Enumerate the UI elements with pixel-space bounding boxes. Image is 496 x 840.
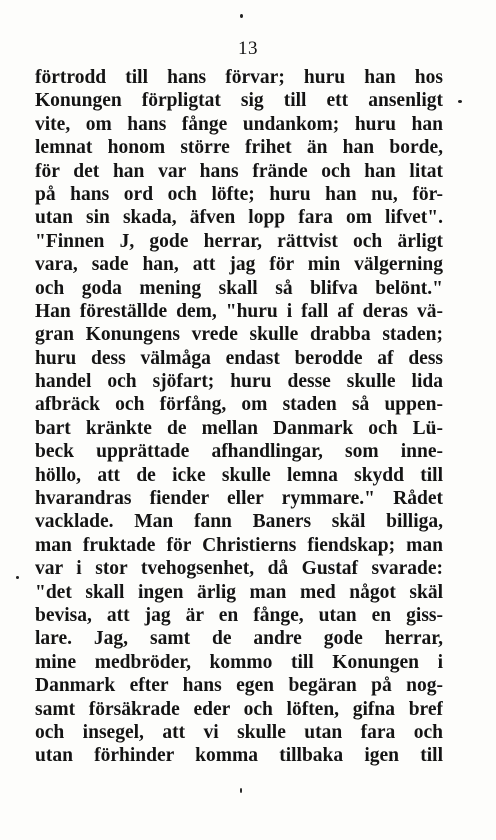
text-line: på hans ord och löfte; huru han nu, för- <box>35 183 443 205</box>
text-line: afbräck och förfång, om staden så uppen- <box>35 394 443 416</box>
text-line: hvarandras fiender eller rymmare." Rådet <box>35 488 443 510</box>
text-line: utan förhinder komma tillbaka igen till <box>35 745 443 767</box>
text-line: och insegel, att vi skulle utan fara och <box>35 721 443 743</box>
body-text <box>35 66 443 768</box>
text-line: vara, sade han, att jag för min välgerning <box>35 254 443 276</box>
text-line: samt försäkrade eder och löften, gifna bref <box>35 698 443 720</box>
text-line: Konungen förpligtat sig till ett ansenligt <box>35 90 443 112</box>
text-line: beck upprättade afhandlingar, som inne- <box>35 441 443 463</box>
text-line: och goda mening skall så blifva belönt." <box>35 277 443 299</box>
text-line: utan sin skada, äfven lopp fara om lifvet". <box>35 207 443 229</box>
page-number: 13 <box>238 38 258 59</box>
text-line: lare. Jag, samt de andre gode herrar, <box>35 628 443 650</box>
text-line: förtrodd till hans förvar; huru han hos <box>35 67 443 88</box>
text-line: bevisa, att jag är en fånge, utan en giss- <box>35 604 443 626</box>
text-line: "Finnen J, gode herrar, rättvist och ärligt <box>35 230 443 252</box>
ink-speck <box>458 100 462 103</box>
text-line: bart kränkte de mellan Danmark och Lü- <box>35 417 443 439</box>
text-line: lemnat honom större frihet än han borde, <box>35 137 443 159</box>
text-line: Han föreställde dem, "huru i fall af deras vä- <box>35 300 443 322</box>
text-line: huru dess välmåga endast berodde af dess <box>35 347 443 369</box>
text-line: för det han var hans frände och han litat <box>35 160 443 182</box>
text-line: vacklade. Man fann Baners skäl billiga, <box>35 511 443 533</box>
text-line: gran Konungens vrede skulle drabba staden; <box>35 324 443 346</box>
text-line: Danmark efter hans egen begäran på nog- <box>35 675 443 697</box>
ink-speck <box>16 576 19 579</box>
ink-speck <box>240 788 242 793</box>
text-line: handel och sjöfart; huru desse skulle lida <box>35 371 443 393</box>
text-line: höllo, att de icke skulle lemna skydd till <box>35 464 443 486</box>
text-line: var i stor tvehogsenhet, då Gustaf svarade: <box>35 558 443 580</box>
text-line: man fruktade för Christierns fiendskap; man <box>35 534 443 556</box>
text-line: vite, om hans fånge undankom; huru han <box>35 113 443 135</box>
ink-speck <box>240 14 243 18</box>
text-line: mine medbröder, kommo till Konungen i <box>35 651 443 673</box>
text-line: "det skall ingen ärlig man med något skäl <box>35 581 443 603</box>
